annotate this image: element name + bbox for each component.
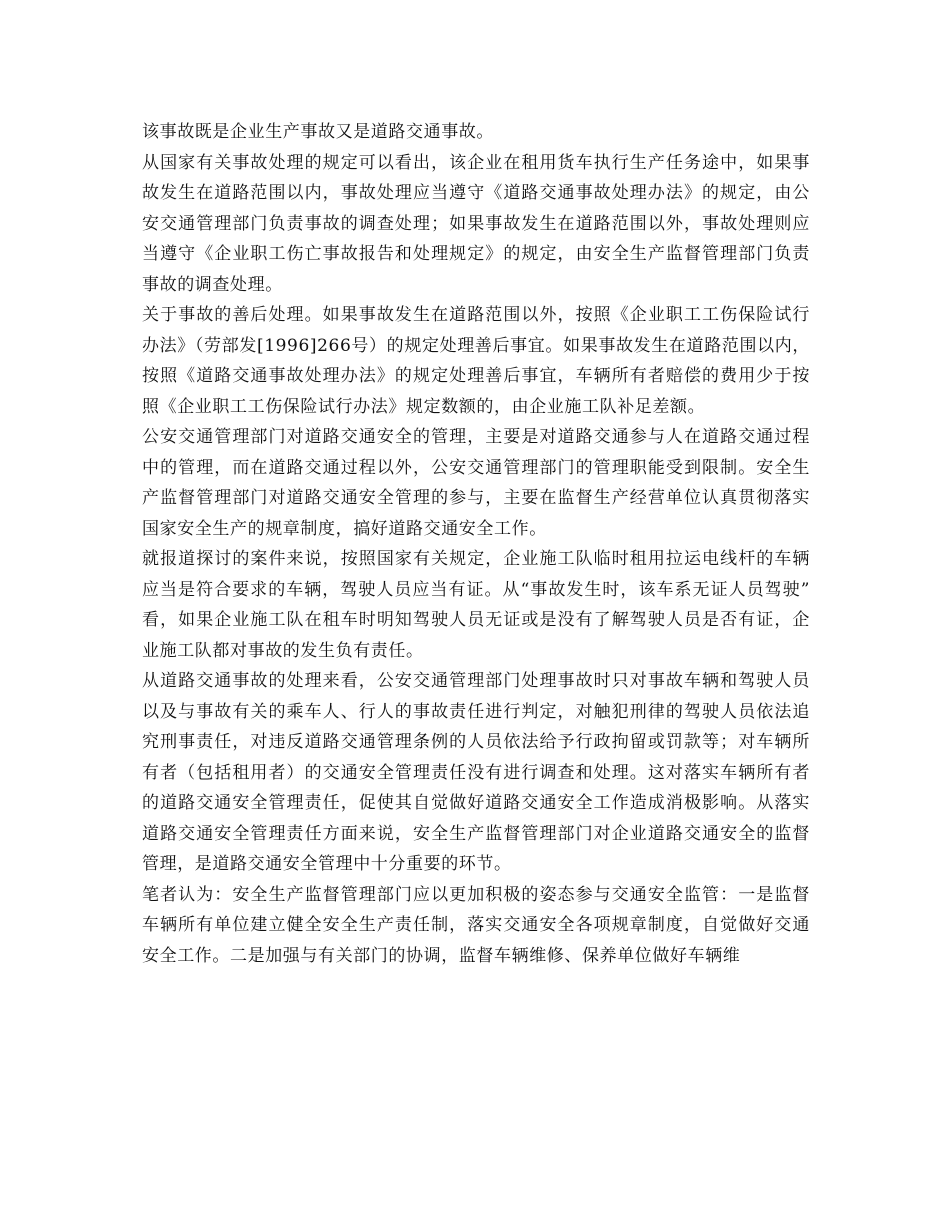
paragraph-6: 从道路交通事故的处理来看，公安交通管理部门处理事故时只对事故车辆和驾驶人员以及与事故有关的乘车人、行人的事故责任进行判定，对触犯刑律的驾驶人员依法追究刑事责任，对违反道路交通管理条例的人员依法给予行政拘留或罚款等；对车辆所有者（包括租用者）的交通安全管理责任没有进行调查和处理。这对落实车辆所有者的道路交通安全管理责任，促使其自觉做好道路交通安全工作造成消极影响。从落实道路交通安全管理责任方面来说，安全生产监督管理部门对企业道路交通安全的监督管理，是道路交通安全管理中十分重要的环节。: [142, 671, 810, 874]
paragraph-7: 笔者认为：安全生产监督管理部门应以更加积极的姿态参与交通安全监管：一是监督车辆所有单位建立健全安全生产责任制，落实交通安全各项规章制度，自觉做好交通安全工作。二是加强与有关部门的协调，监督车辆维修、保养单位做好车辆维: [142, 884, 810, 966]
paragraph-4: 公安交通管理部门对道路交通安全的管理，主要是对道路交通参与人在道路交通过程中的管理，而在道路交通过程以外，公安交通管理部门的管理职能受到限制。安全生产监督管理部门对道路交通安全管理的参与，主要在监督生产经营单位认真贯彻落实国家安全生产的规章制度，搞好道路交通安全工作。: [142, 427, 810, 539]
paragraph-2: 从国家有关事故处理的规定可以看出，该企业在租用货车执行生产任务途中，如果事故发生在道路范围以内，事故处理应当遵守《道路交通事故处理办法》的规定，由公安交通管理部门负责事故的调查处理；如果事故发生在道路范围以外，事故处理则应当遵守《企业职工伤亡事故报告和处理规定》的规定，由安全生产监督管理部门负责事故的调查处理。: [142, 152, 810, 295]
paragraph-3: 关于事故的善后处理。如果事故发生在道路范围以外，按照《企业职工工伤保险试行办法》（劳部发[1996]266号）的规定处理善后事宜。如果事故发生在道路范围以内，按照《道路交通事故处理办法》的规定处理善后事宜，车辆所有者赔偿的费用少于按照《企业职工工伤保险试行办法》规定数额的，由企业施工队补足差额。: [142, 305, 810, 417]
paragraph-1: 该事故既是企业生产事故又是道路交通事故。: [142, 122, 494, 142]
paragraph-5: 就报道探讨的案件来说，按照国家有关规定，企业施工队临时租用拉运电线杆的车辆应当是符合要求的车辆，驾驶人员应当有证。从“事故发生时，该车系无证人员驾驶”看，如果企业施工队在租车时明知驾驶人员无证或是没有了解驾驶人员是否有证，企业施工队都对事故的发生负有责任。: [142, 549, 810, 661]
document-body: [142, 117, 810, 971]
